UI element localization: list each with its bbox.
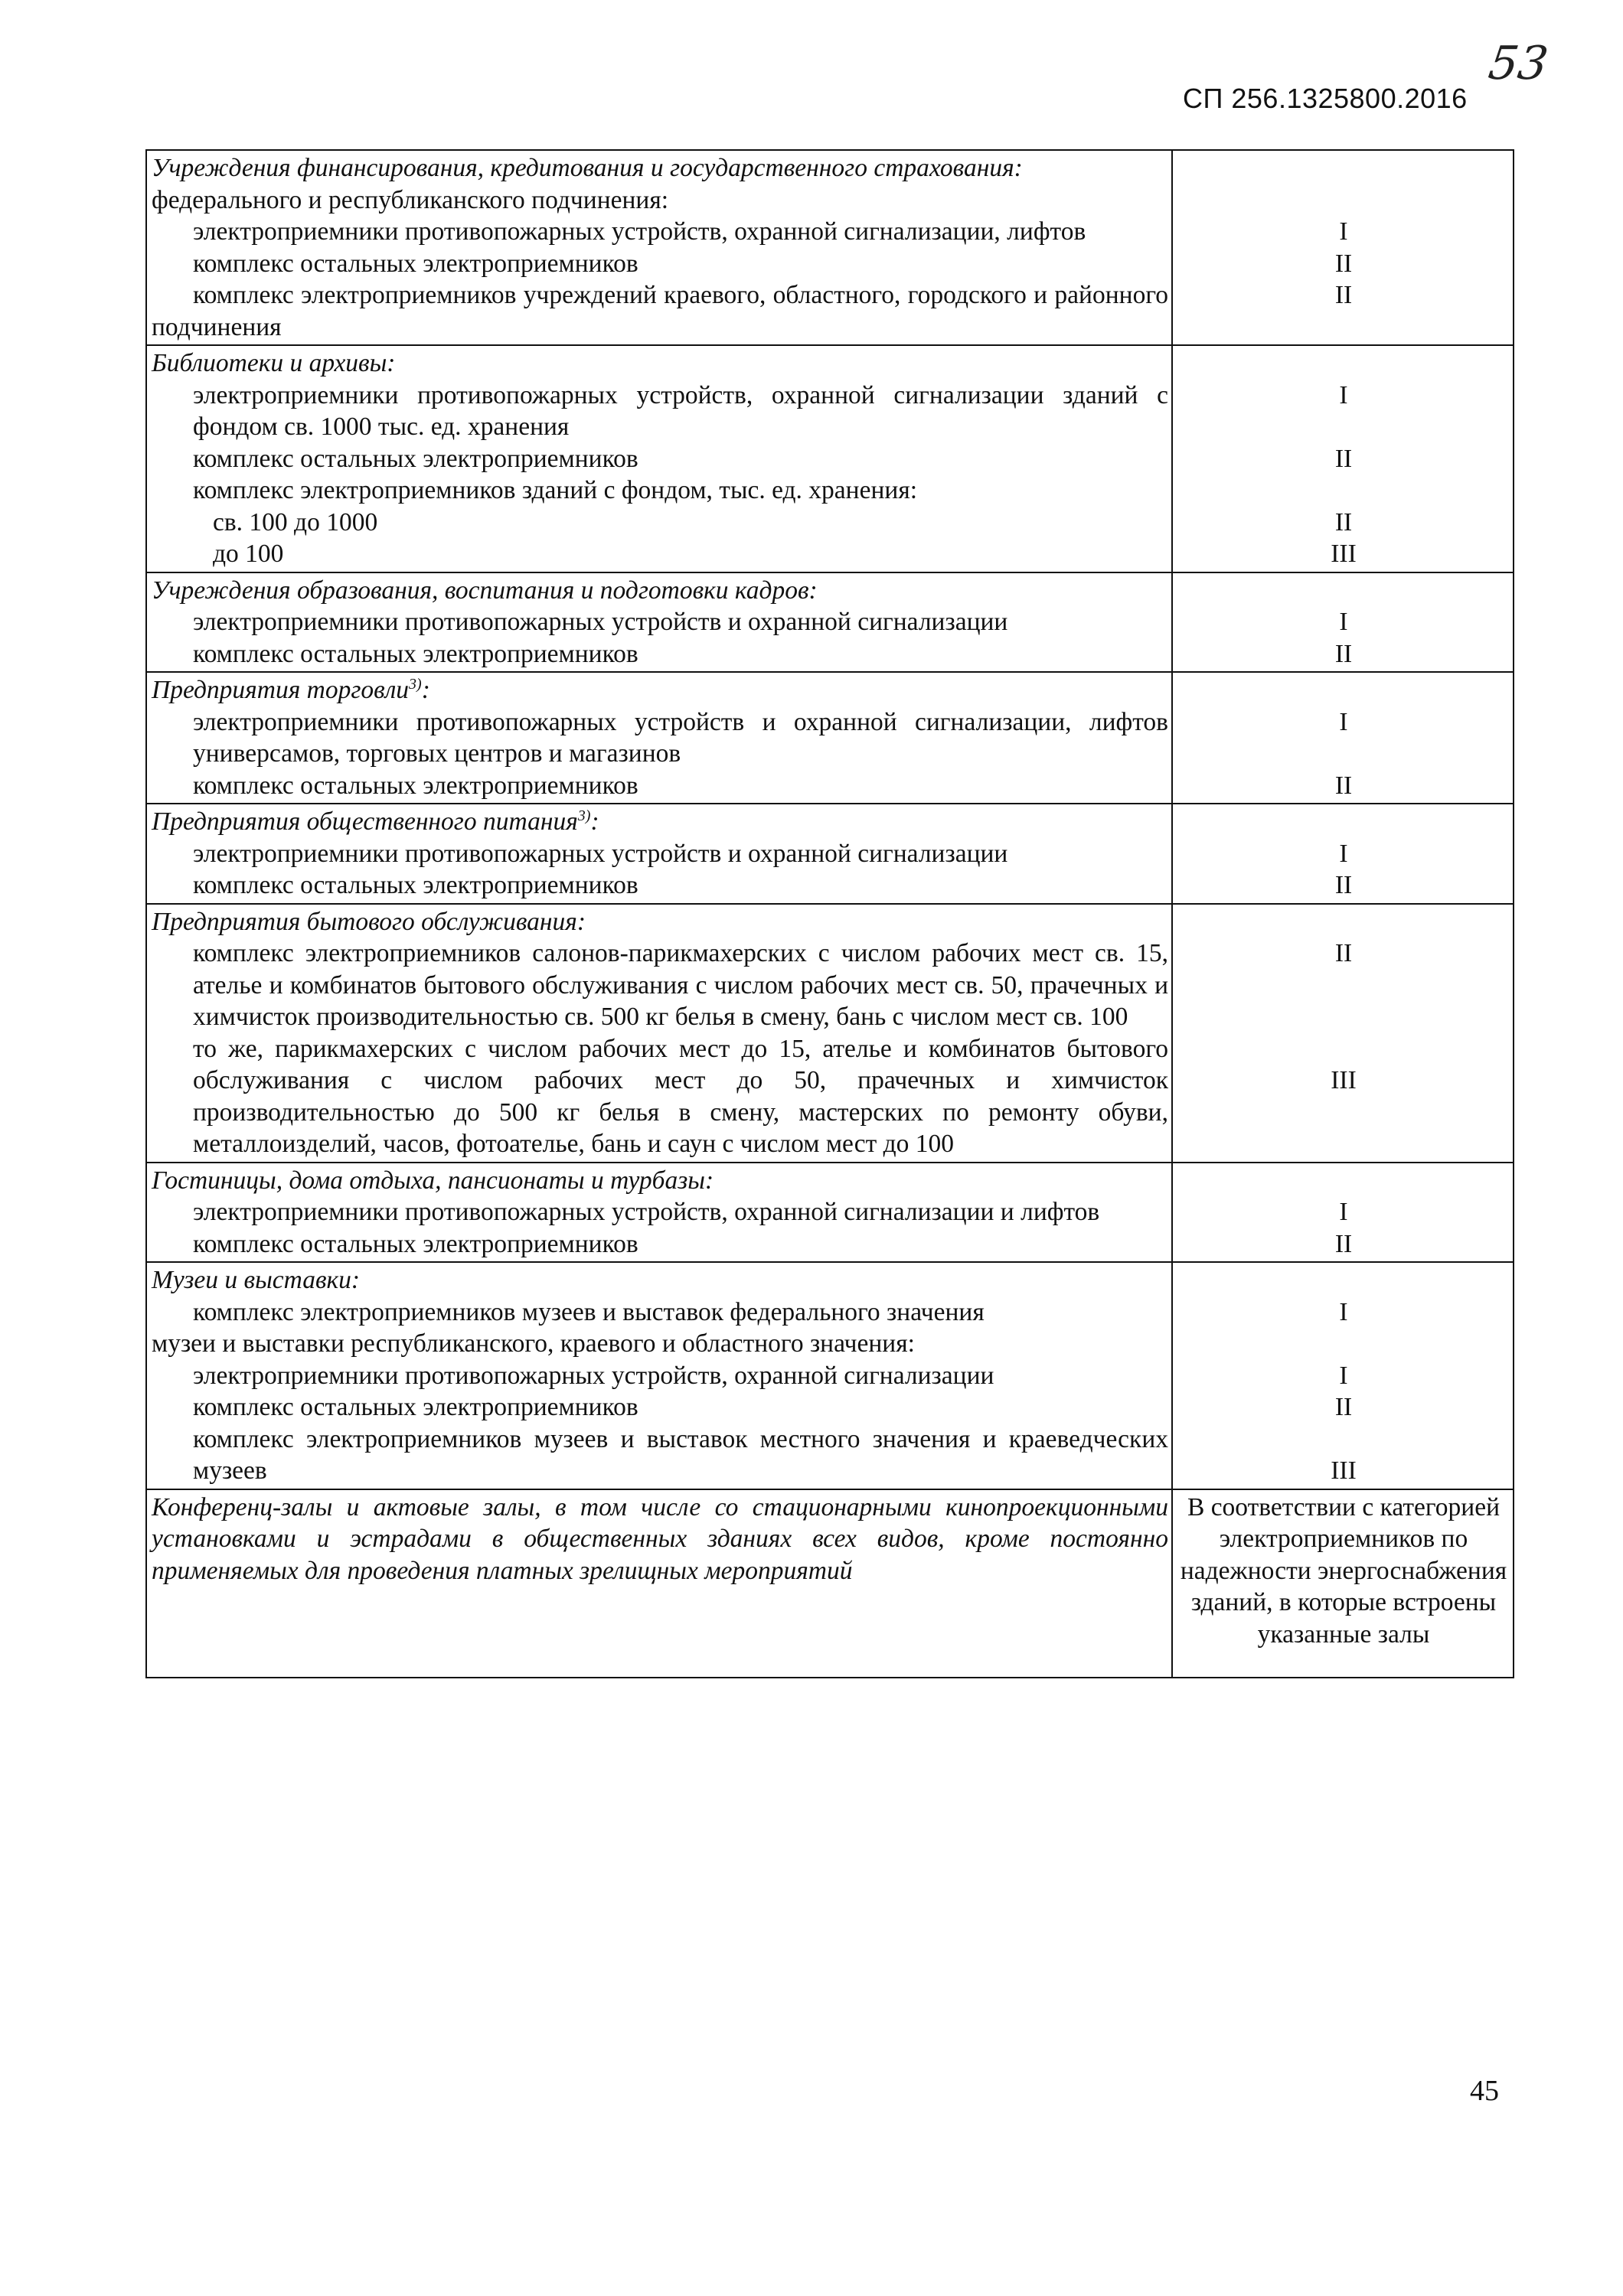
list-item: до 100 bbox=[213, 540, 284, 568]
category-value: I bbox=[1339, 380, 1348, 409]
list-item: комплекс остальных электроприемников bbox=[193, 249, 638, 278]
category-value: II bbox=[1334, 771, 1353, 800]
table-row bbox=[146, 1163, 1514, 1263]
category-value: II bbox=[1334, 444, 1353, 473]
list-item: музеи и выставки республиканского, краевого и областного значения: bbox=[152, 1329, 915, 1358]
consumer-description-cell bbox=[146, 1262, 1172, 1489]
list-item: комплекс электроприемников салонов-парикмахерских с числом рабочих мест св. 15, ателье и комбинатов бытового обслуживания с числом рабочих мест св. 50, прачечных и химчисток производительностью св. 500 кг белья в смену, бань с числом мест св. 100 bbox=[193, 939, 1168, 1031]
table-row bbox=[146, 150, 1514, 345]
list-item: комплекс остальных электроприемников bbox=[193, 1393, 638, 1421]
consumer-description-cell bbox=[146, 904, 1172, 1163]
category-value: II bbox=[1334, 871, 1353, 899]
list-item: комплекс остальных электроприемников bbox=[193, 871, 638, 899]
list-item: комплекс остальных электроприемников bbox=[193, 771, 638, 800]
list-item: электроприемники противопожарных устройств и охранной сигнализации bbox=[193, 608, 1008, 636]
list-item: комплекс электроприемников зданий с фондом, тыс. ед. хранения: bbox=[193, 476, 918, 504]
list-item: электроприемники противопожарных устройств, охранной сигнализации bbox=[193, 1361, 994, 1390]
category-cell bbox=[1172, 150, 1514, 345]
category-note: В соответствии с категорией электроприемников по надежности энергоснабжения зданий, в которые встроены указанные залы bbox=[1180, 1492, 1507, 1649]
category-value: III bbox=[1331, 540, 1357, 568]
group-heading: Учреждения образования, воспитания и подготовки кадров: bbox=[152, 576, 818, 605]
category-value: I bbox=[1339, 1297, 1348, 1326]
list-item: электроприемники противопожарных устройств, охранной сигнализации и лифтов bbox=[193, 1198, 1100, 1226]
table-row bbox=[146, 345, 1514, 572]
group-heading: Конференц-залы и актовые залы, в том числе со стационарными кинопроекционными установками и эстрадами в общественных зданиях всех видов, кроме постоянно применяемых для проведения платных зрелищных мероприятий bbox=[152, 1492, 1168, 1585]
footnote-ref: 3) bbox=[577, 807, 591, 824]
footnote-ref: 3) bbox=[409, 675, 422, 693]
category-value: II bbox=[1334, 1393, 1353, 1421]
category-cell bbox=[1172, 572, 1514, 673]
list-item: федерального и республиканского подчинения: bbox=[152, 185, 669, 214]
consumer-description-cell bbox=[146, 572, 1172, 673]
category-value: I bbox=[1339, 707, 1348, 736]
list-item: то же, парикмахерских с числом рабочих мест до 15, ателье и комбинатов бытового обслуживания с числом рабочих мест до 50, прачечных и химчисток производительностью до 500 кг белья в смену, мастерских по ремонту обуви, металлоизделий, часов, фотоателье, бань и саун с числом мест до 100 bbox=[193, 1034, 1168, 1158]
list-item: комплекс остальных электроприемников bbox=[193, 444, 638, 473]
group-heading: Предприятия общественного питания$^{3)}$: bbox=[152, 807, 599, 836]
consumer-description-cell bbox=[146, 672, 1172, 804]
category-value: I bbox=[1339, 217, 1348, 246]
category-value: I bbox=[1339, 608, 1348, 636]
table-row bbox=[146, 1489, 1514, 1678]
group-heading: Предприятия торговли$^{3)}$: bbox=[152, 675, 430, 704]
consumer-description-cell bbox=[146, 150, 1172, 345]
category-cell bbox=[1172, 804, 1514, 904]
list-item: комплекс электроприемников музеев и выставок местного значения и краеведческих музеев bbox=[193, 1424, 1168, 1485]
list-item: электроприемники противопожарных устройств и охранной сигнализации bbox=[193, 839, 1008, 868]
reliability-category-table bbox=[145, 149, 1514, 1678]
table-row bbox=[146, 904, 1514, 1163]
list-item: св. 100 до 1000 bbox=[213, 507, 378, 536]
table-row bbox=[146, 572, 1514, 673]
category-value: I bbox=[1339, 1198, 1348, 1226]
table-row bbox=[146, 1262, 1514, 1489]
document-code: СП 256.1325800.2016 bbox=[1183, 83, 1468, 114]
table-row bbox=[146, 804, 1514, 904]
consumer-description-cell bbox=[146, 804, 1172, 904]
group-heading: Гостиницы, дома отдыха, пансионаты и турбазы: bbox=[152, 1166, 714, 1195]
category-value: III bbox=[1331, 1066, 1357, 1094]
category-value: II bbox=[1334, 249, 1353, 278]
consumer-description-cell bbox=[146, 1489, 1172, 1678]
category-cell bbox=[1172, 1489, 1514, 1678]
consumer-description-cell bbox=[146, 345, 1172, 572]
group-heading: Музеи и выставки: bbox=[152, 1266, 361, 1294]
list-item: комплекс остальных электроприемников bbox=[193, 1229, 638, 1258]
category-value: I bbox=[1339, 839, 1348, 868]
category-cell bbox=[1172, 345, 1514, 572]
category-value: II bbox=[1334, 639, 1353, 668]
category-cell bbox=[1172, 1163, 1514, 1263]
category-cell bbox=[1172, 904, 1514, 1163]
category-cell bbox=[1172, 1262, 1514, 1489]
list-item: электроприемники противопожарных устройств, охранной сигнализации зданий с фондом св. 1000 тыс. ед. хранения bbox=[193, 380, 1168, 441]
list-item: комплекс электроприемников учреждений краевого, областного, городского и районного подчинения bbox=[152, 281, 1168, 341]
group-heading: Предприятия бытового обслуживания: bbox=[152, 907, 586, 936]
group-heading: Учреждения финансирования, кредитования и государственного страхования: bbox=[152, 154, 1023, 182]
handwritten-sheet-number: 53 bbox=[1485, 37, 1552, 90]
category-value: II bbox=[1334, 1229, 1353, 1258]
group-heading: Библиотеки и архивы: bbox=[152, 349, 396, 377]
consumer-description-cell bbox=[146, 1163, 1172, 1263]
list-item: электроприемники противопожарных устройств, охранной сигнализации, лифтов bbox=[193, 217, 1086, 246]
table-row bbox=[146, 672, 1514, 804]
category-value: II bbox=[1334, 507, 1353, 536]
list-item: электроприемники противопожарных устройств и охранной сигнализации, лифтов универсамов, торговых центров и магазинов bbox=[193, 707, 1168, 768]
category-value: II bbox=[1334, 939, 1353, 967]
list-item: комплекс остальных электроприемников bbox=[193, 639, 638, 668]
category-value: I bbox=[1339, 1361, 1348, 1390]
category-value: II bbox=[1334, 281, 1353, 309]
category-cell bbox=[1172, 672, 1514, 804]
page-number: 45 bbox=[1470, 2075, 1499, 2107]
list-item: комплекс электроприемников музеев и выставок федерального значения bbox=[193, 1297, 985, 1326]
category-value: III bbox=[1331, 1456, 1357, 1485]
